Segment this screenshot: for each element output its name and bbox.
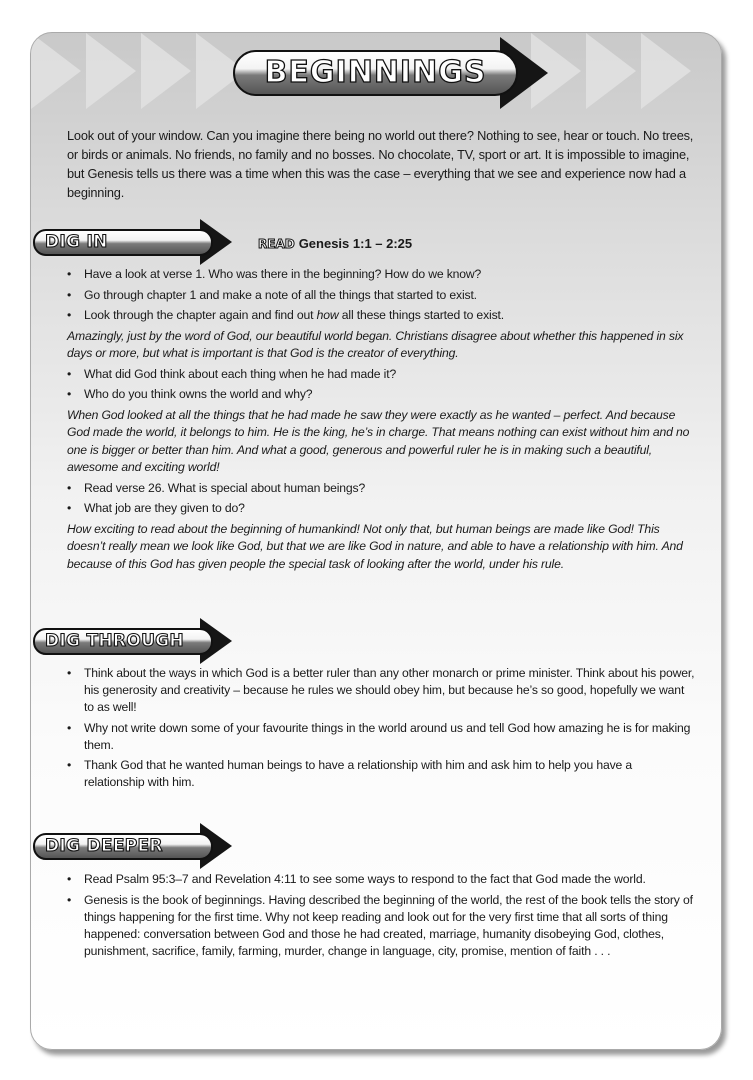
bullet-text: Go through chapter 1 and make a note of all the things that started to exist. — [84, 287, 477, 302]
bullet-item — [67, 871, 695, 888]
dig-through-heading: DIG THROUGH — [45, 631, 184, 651]
bullet-icon: • — [67, 366, 72, 381]
scripture-reference: Genesis 1:1 – 2:25 — [298, 236, 413, 251]
bullet-icon: • — [67, 267, 72, 281]
bullet-icon: • — [67, 501, 72, 515]
bullet-item — [67, 720, 695, 754]
bullet-item — [67, 500, 695, 517]
bullet-item — [67, 287, 695, 304]
read-label: READ — [258, 237, 295, 251]
bullet-text: Read verse 26. What is special about human beings? — [84, 480, 366, 495]
bullet-icon: • — [67, 480, 72, 495]
italic-commentary: When God looked at all the things that he had made he saw they were exactly as he wanted – perfect. And because God made the world, it belongs to him. He is the king, he’s in charge. That means nothing can exist without him and no one is bigger or better than him. And what a good, generous and powerful ruler he is in making such a beautiful, awesome and exciting world! — [67, 407, 690, 474]
chevron-decoration — [86, 33, 136, 109]
emphasis: how — [316, 308, 339, 322]
chevron-decoration — [141, 33, 191, 109]
bullet-item — [67, 366, 695, 383]
dig-deeper-content — [67, 871, 695, 963]
bullet-item — [67, 266, 695, 283]
bullet-item — [67, 480, 695, 497]
italic-commentary: How exciting to read about the beginning of humankind! Not only that, but human beings are made like God! This doesn’t really mean we look like God, but that we are like God in nature, and able to have a relationship with him. And because of this God has given people the special task of looking after the world, under his rule. — [67, 521, 683, 571]
italic-commentary: Amazingly, just by the word of God, our beautiful world began. Christians disagree about whether this happened in six days or more, but what is important is that God is the creator of everything. — [67, 328, 684, 360]
dig-in-content — [67, 266, 695, 576]
bullet-item — [67, 307, 695, 324]
chevron-decoration — [641, 33, 691, 109]
bullet-icon: • — [67, 308, 72, 322]
bullet-icon: • — [67, 387, 72, 401]
bullet-text: all these things started to exist. — [338, 308, 504, 322]
bullet-text: Thank God that he wanted human beings to have a relationship with him and ask him to help you have a relationship with him. — [84, 758, 633, 789]
bullet-text: What did God think about each thing when he had made it? — [84, 366, 397, 381]
bullet-text: Think about the ways in which God is a better ruler than any other monarch or prime minister. Think about his power, his generosity and creativity – because he rules we should obey him, but because he’s so good, hopefully we want to as well! — [84, 666, 695, 714]
bullet-icon: • — [67, 720, 72, 735]
bullet-text: Look through the chapter again and find out — [84, 308, 317, 322]
bullet-text: Read Psalm 95:3–7 and Revelation 4:11 to see some ways to respond to the fact that God made the world. — [84, 872, 646, 886]
intro-paragraph: Look out of your window. Can you imagine there being no world out there? Nothing to see, hear or touch. No trees, or birds or animals. No friends, no family and no bosses. No chocolate, TV, sport or art. It is impossible to imagine, but Genesis tells us there was a time when this was the case – everything that we see and experience now had a beginning. — [67, 128, 694, 200]
bullet-icon: • — [67, 758, 72, 772]
bullet-text: Genesis is the book of beginnings. Having described the beginning of the world, the rest of the book tells the story of things happening for the first time. Why not keep reading and look out for the very first time that all sorts of thing happened: conversation between God and those he had created, marriage, humanity disobeying God, clothes, punishment, sacrifice, family, farming, murder, change in language, city, promise, mention of faith . . . — [84, 892, 693, 958]
bullet-text: Why not write down some of your favourite things in the world around us and tell God how amazing he is for making them. — [84, 720, 691, 752]
bullet-icon: • — [67, 287, 72, 302]
bullet-item — [67, 665, 695, 716]
page-title: BEGINNINGS — [264, 55, 487, 90]
dig-through-content — [67, 665, 695, 795]
bullet-text: Have a look at verse 1. Who was there in the beginning? How do we know? — [84, 267, 482, 281]
bullet-item — [67, 892, 695, 960]
dig-in-heading: DIG IN — [45, 232, 108, 252]
chevron-decoration — [31, 33, 81, 109]
bullet-item — [67, 757, 695, 791]
read-reference — [258, 236, 412, 251]
bullet-icon: • — [67, 872, 72, 886]
chevron-decoration — [586, 33, 636, 109]
bullet-item — [67, 386, 695, 403]
bullet-icon: • — [67, 892, 72, 907]
bullet-text: Who do you think owns the world and why? — [84, 387, 313, 401]
bullet-text: What job are they given to do? — [84, 501, 245, 515]
bullet-icon: • — [67, 666, 72, 680]
dig-deeper-heading: DIG DEEPER — [45, 836, 163, 856]
